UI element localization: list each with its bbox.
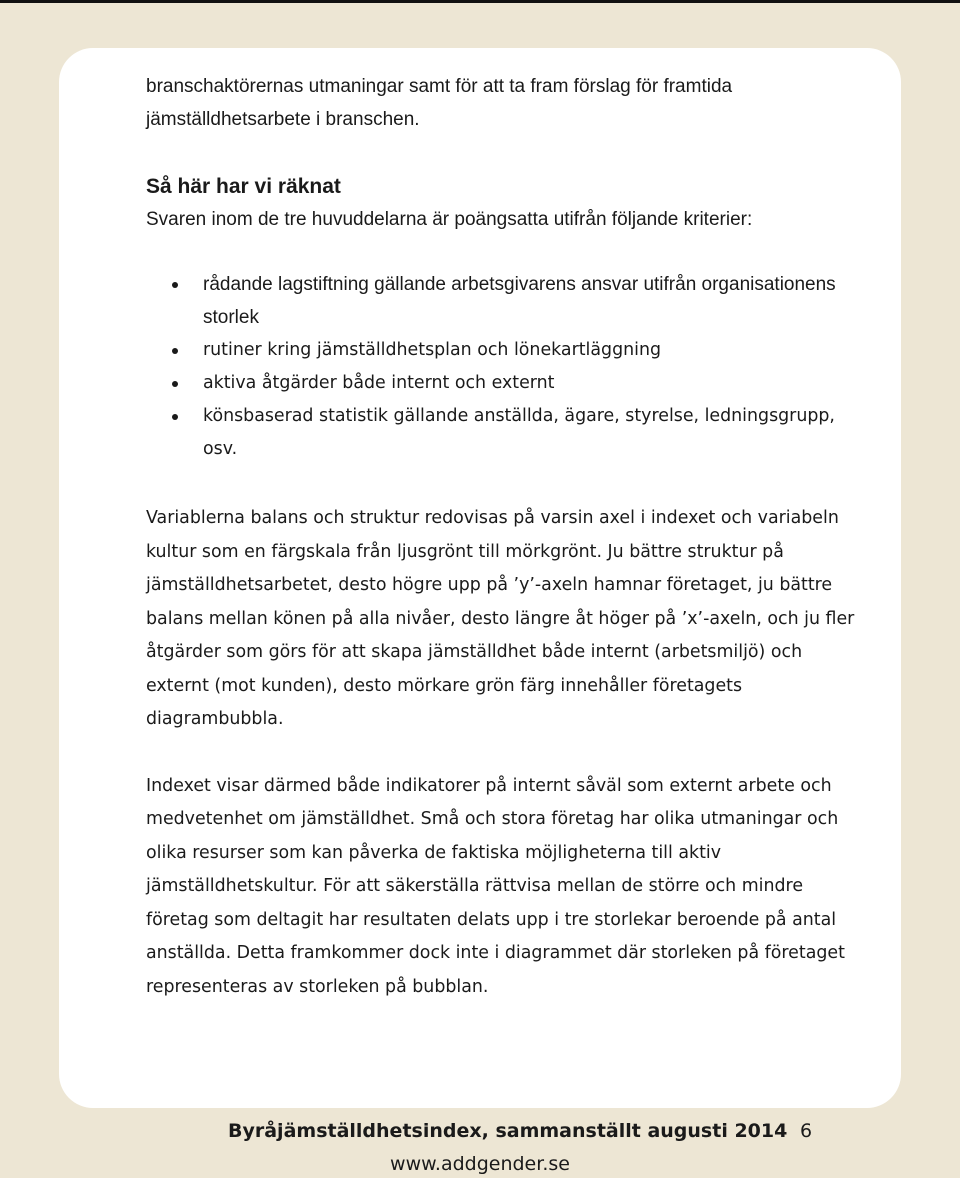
criteria-item bbox=[146, 367, 866, 400]
criteria-item-text: könsbaserad statistik gällande anställda, ägare, styrelse, ledningsgrupp, osv. bbox=[203, 406, 835, 459]
page-content bbox=[146, 70, 866, 1004]
bullet-icon bbox=[172, 282, 178, 288]
footer-url: www.addgender.se bbox=[390, 1153, 570, 1175]
criteria-item bbox=[146, 400, 866, 466]
section-heading: Så här har vi räknat bbox=[146, 175, 341, 198]
bullet-icon bbox=[172, 414, 178, 420]
criteria-item bbox=[146, 268, 866, 334]
section-lead: Svaren inom de tre huvuddelarna är poängsatta utifrån följande kriterier: bbox=[146, 209, 753, 230]
bullet-icon bbox=[172, 348, 178, 354]
criteria-item bbox=[146, 334, 866, 367]
criteria-item-text: rutiner kring jämställdhetsplan och lönekartläggning bbox=[203, 340, 662, 360]
footer-title: Byråjämställdhetsindex, sammanställt augusti 2014 bbox=[228, 1120, 788, 1142]
axes-explanation-paragraph: Variablerna balans och struktur redovisas på varsin axel i indexet och variabeln kultur som en färgskala från ljusgrönt till mörkgrönt. Ju bättre struktur på jämställdhetsarbetet, desto högre upp på ’y’-axeln hamnar företaget, ju bättre balans mellan könen på alla nivåer, desto längre åt höger på ’x’-axeln, och ju fler åtgärder som görs för att skapa jämställdhet både internt (arbetsmiljö) och externt (mot kunden), desto mörkare grön färg innehåller företagets diagrambubbla. bbox=[146, 508, 855, 729]
top-border-rule bbox=[0, 0, 960, 3]
criteria-item-text: aktiva åtgärder både internt och externt bbox=[203, 373, 555, 393]
bullet-icon bbox=[172, 381, 178, 387]
criteria-item-text: rådande lagstiftning gällande arbetsgivarens ansvar utifrån organisationens storlek bbox=[203, 274, 836, 328]
criteria-list bbox=[146, 268, 866, 466]
index-explanation-paragraph: Indexet visar därmed både indikatorer på internt såväl som externt arbete och medvetenhet om jämställdhet. Små och stora företag har olika utmaningar och olika resurser som kan påverka de faktiska möjligheterna till aktiv jämställdhetskultur. För att säkerställa rättvisa mellan de större och mindre företag som deltagit har resultaten delats upp i tre storlekar beroende på antal anställda. Detta framkommer dock inte i diagrammet där storleken på företaget representeras av storleken på bubblan. bbox=[146, 775, 845, 997]
page-number: 6 bbox=[800, 1120, 813, 1142]
intro-paragraph: branschaktörernas utmaningar samt för att ta fram förslag för framtida jämställdhetsarbete i branschen. bbox=[146, 76, 733, 130]
